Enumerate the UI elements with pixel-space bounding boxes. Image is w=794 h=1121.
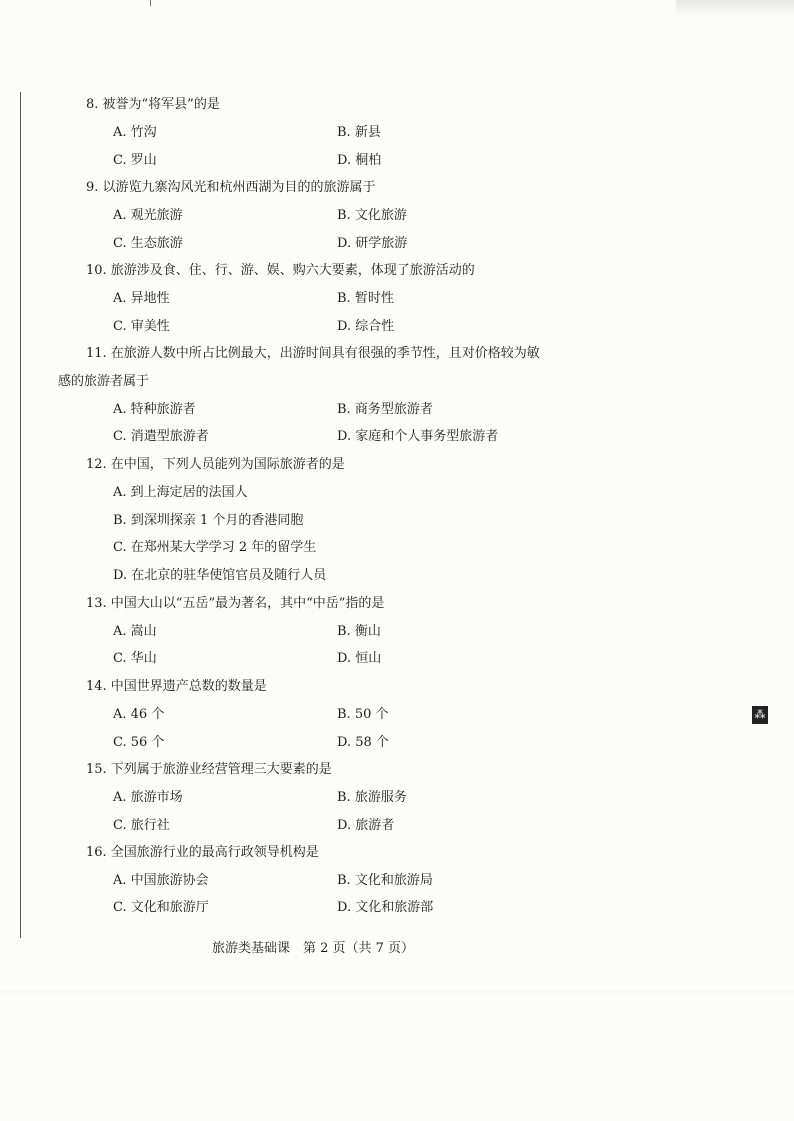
question-8-option-d: D. 桐柏: [337, 153, 382, 168]
question-14-option-b: B. 50 个: [337, 707, 389, 722]
question-14-stem: 14. 中国世界遗产总数的数量是: [86, 679, 267, 694]
question-11-option-a: A. 特种旅游者: [113, 402, 196, 417]
question-11-stem: 11. 在旅游人数中所占比例最大，出游时间具有很强的季节性，且对价格较为敏: [86, 346, 540, 361]
question-16-option-a: A. 中国旅游协会: [113, 873, 209, 888]
question-11-option-d: D. 家庭和个人事务型旅游者: [337, 429, 499, 444]
question-13-option-d: D. 恒山: [337, 651, 382, 666]
question-13-option-c: C. 华山: [113, 651, 157, 666]
side-mark-icon: ⁂: [752, 706, 768, 724]
question-10-option-b: B. 暂时性: [337, 291, 394, 306]
question-9-option-a: A. 观光旅游: [113, 208, 183, 223]
question-16-option-c: C. 文化和旅游厅: [113, 900, 209, 915]
question-9-option-b: B. 文化旅游: [337, 208, 407, 223]
question-12-option-c: C. 在郑州某大学学习 2 年的留学生: [113, 540, 317, 555]
question-14-option-d: D. 58 个: [337, 735, 389, 750]
question-9-stem: 9. 以游览九寨沟风光和杭州西湖为目的的旅游属于: [86, 180, 376, 195]
question-16-option-d: D. 文化和旅游部: [337, 900, 434, 915]
question-8-option-b: B. 新县: [337, 125, 381, 140]
question-11-stem-continued: 感的旅游者属于: [58, 374, 150, 389]
question-12-stem: 12. 在中国，下列人员能列为国际旅游者的是: [86, 457, 345, 472]
question-10-option-a: A. 异地性: [113, 291, 170, 306]
question-12-option-d: D. 在北京的驻华使馆官员及随行人员: [113, 568, 327, 583]
question-11-option-b: B. 商务型旅游者: [337, 402, 433, 417]
question-15-option-d: D. 旅游者: [337, 818, 395, 833]
question-10-option-d: D. 综合性: [337, 319, 395, 334]
question-15-option-a: A. 旅游市场: [113, 790, 183, 805]
question-16-stem: 16. 全国旅游行业的最高行政领导机构是: [86, 845, 319, 860]
binding-margin-line: [20, 92, 21, 938]
question-13-option-a: A. 嵩山: [113, 624, 157, 639]
question-9-option-d: D. 研学旅游: [337, 236, 408, 251]
scan-mark: [150, 0, 151, 6]
question-9-option-c: C. 生态旅游: [113, 236, 183, 251]
question-15-stem: 15. 下列属于旅游业经营管理三大要素的是: [86, 762, 332, 777]
question-8-option-c: C. 罗山: [113, 153, 157, 168]
question-13-option-b: B. 衡山: [337, 624, 381, 639]
question-14-option-c: C. 56 个: [113, 735, 165, 750]
question-12-option-a: A. 到上海定居的法国人: [113, 485, 248, 500]
page-footer: 旅游类基础课 第 2 页（共 7 页）: [211, 941, 415, 956]
question-11-option-c: C. 消遣型旅游者: [113, 429, 209, 444]
scan-shadow: [676, 0, 794, 16]
scan-edge-shadow: [0, 990, 794, 996]
question-15-option-c: C. 旅行社: [113, 818, 170, 833]
question-16-option-b: B. 文化和旅游局: [337, 873, 433, 888]
question-8-stem: 8. 被誉为“将军县”的是: [86, 97, 220, 112]
question-12-option-b: B. 到深圳探亲 1 个月的香港同胞: [113, 513, 304, 528]
question-8-option-a: A. 竹沟: [113, 125, 157, 140]
question-10-stem: 10. 旅游涉及食、住、行、游、娱、购六大要素，体现了旅游活动的: [86, 263, 475, 278]
question-13-stem: 13. 中国大山以“五岳”最为著名，其中“中岳”指的是: [86, 596, 385, 611]
question-14-option-a: A. 46 个: [113, 707, 165, 722]
question-10-option-c: C. 审美性: [113, 319, 170, 334]
question-15-option-b: B. 旅游服务: [337, 790, 407, 805]
